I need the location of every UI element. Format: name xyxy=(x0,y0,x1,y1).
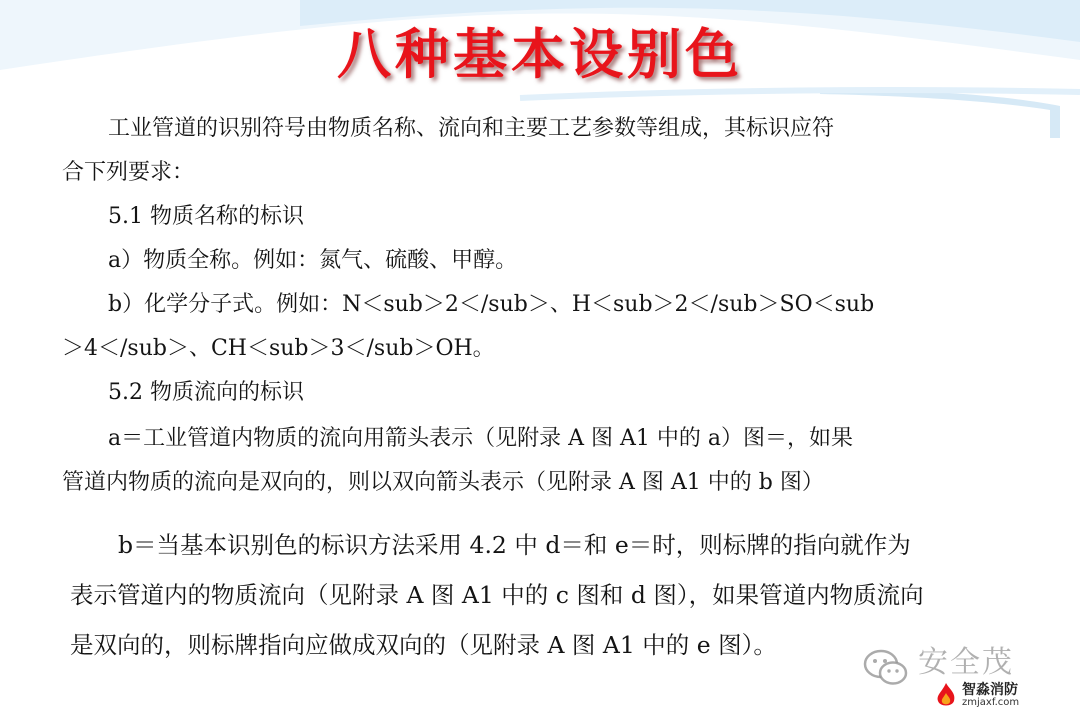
page-title: 八种基本设别色 xyxy=(337,23,743,86)
section-heading-5-2: 5.2 物质流向的标识 xyxy=(108,380,304,405)
item-b-formula-line-1: b）化学分子式。例如：N＜sub＞2＜/sub＞、H＜sub＞2＜/sub＞SO＜sub xyxy=(108,292,875,317)
flow-b-line-3: 是双向的，则标牌指向应做成双向的（见附录 A 图 A1 中的 e 图）。 xyxy=(70,631,777,659)
section-heading-5-1: 5.1 物质名称的标识 xyxy=(108,204,304,229)
item-b-formula-line-2: ＞4＜/sub＞、CH＜sub＞3＜/sub＞OH。 xyxy=(62,336,495,361)
item-a-full-name: a）物质全称。例如：氮气、硫酸、甲醇。 xyxy=(108,248,518,273)
watermark-site: zmjaxf.com xyxy=(962,697,1020,708)
flow-a-line-2: 管道内物质的流向是双向的，则以双向箭头表示（见附录 A 图 A1 中的 b 图） xyxy=(62,470,824,495)
flow-a-line-1: a＝工业管道内物质的流向用箭头表示（见附录 A 图 A1 中的 a）图＝，如果 xyxy=(108,426,853,451)
flow-b-line-2: 表示管道内的物质流向（见附录 A 图 A1 中的 c 图和 d 图），如果管道内物质流向 xyxy=(70,581,924,609)
paragraph-intro-line-1: 工业管道的识别符号由物质名称、流向和主要工艺参数等组成，其标识应符 xyxy=(108,116,835,141)
paragraph-intro-line-2: 合下列要求： xyxy=(62,160,195,185)
watermark xyxy=(862,646,1062,710)
flow-b-line-1: b＝当基本识别色的标识方法采用 4.2 中 d＝和 e＝时，则标牌的指向就作为 xyxy=(118,531,911,559)
watermark-brand: 智淼消防 xyxy=(962,682,1018,698)
flame-logo-icon xyxy=(934,682,958,708)
wechat-icon xyxy=(862,648,910,688)
watermark-main-text: 安全茂 xyxy=(918,645,1014,680)
